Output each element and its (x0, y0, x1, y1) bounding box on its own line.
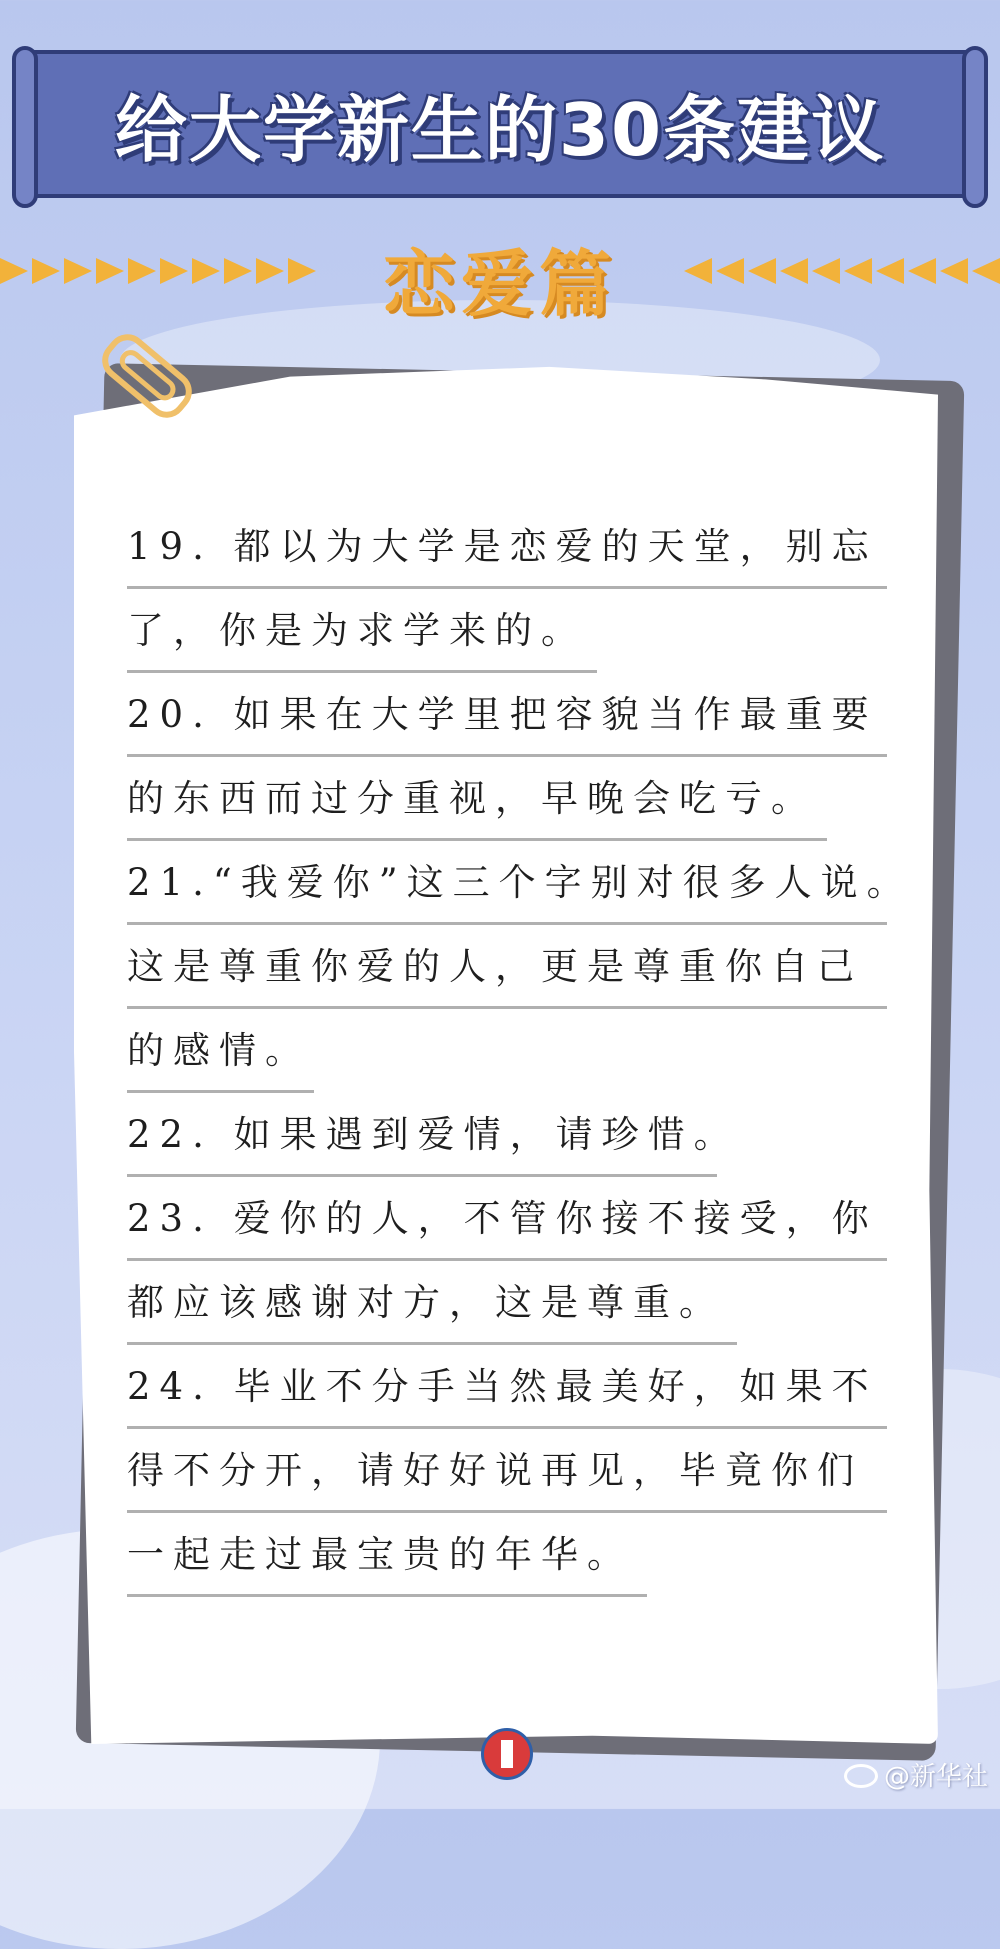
advice-line: 一起走过最宝贵的年华。 (127, 1513, 647, 1597)
watermark (844, 1756, 988, 1793)
xinhua-logo (481, 1728, 533, 1780)
advice-line: 20. 如果在大学里把容貌当作最重要 (127, 673, 887, 757)
advice-line: 23. 爱你的人，不管你接不接受，你 (127, 1177, 887, 1261)
advice-line: 这是尊重你爱的人，更是尊重你自己 (127, 925, 887, 1009)
right-arrow-decoration (684, 258, 1000, 288)
advice-line: 的东西而过分重视，早晚会吃亏。 (127, 757, 827, 841)
advice-line: 了，你是为求学来的。 (127, 589, 597, 673)
advice-line: 24. 毕业不分手当然最美好，如果不 (127, 1345, 887, 1429)
weibo-icon (844, 1764, 878, 1788)
title-banner (22, 50, 978, 198)
watermark-text: @新华社 (883, 1762, 988, 1792)
section-subtitle: 恋爱篇 (382, 241, 617, 326)
advice-line: 的感情。 (127, 1009, 314, 1093)
advice-line: 19. 都以为大学是恋爱的天堂，别忘 (127, 505, 887, 589)
advice-line: 得不分开，请好好说再见，毕竟你们 (127, 1429, 887, 1513)
page-title: 给大学新生的30条建议 (114, 88, 886, 172)
advice-line: 21.“我爱你”这三个字别对很多人说。 (127, 841, 887, 925)
advice-line: 22. 如果遇到爱情，请珍惜。 (127, 1093, 717, 1177)
advice-line: 都应该感谢对方，这是尊重。 (127, 1261, 737, 1345)
